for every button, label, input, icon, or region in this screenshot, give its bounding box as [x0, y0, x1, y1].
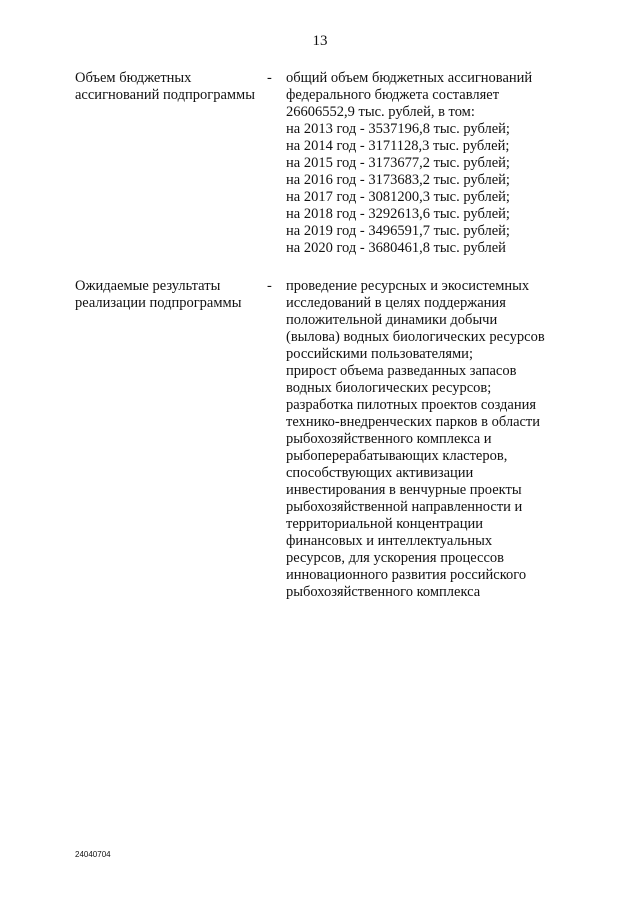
document-code: 24040704 — [75, 850, 111, 859]
content-line: на 2015 год - 3173677,2 тыс. рублей; — [286, 155, 510, 171]
content-line: на 2020 год - 3680461,8 тыс. рублей — [286, 240, 506, 256]
content-line: проведение ресурсных и экосистемных — [286, 278, 530, 294]
content-line: федерального бюджета составляет — [286, 87, 500, 103]
page-number: 13 — [312, 33, 328, 49]
dash-separator: - — [267, 278, 272, 294]
content-line: территориальной концентрации — [286, 516, 483, 532]
content-line: российскими пользователями; — [286, 346, 473, 362]
budget-label — [75, 70, 265, 104]
content-line: прирост объема разведанных запасов — [286, 363, 517, 379]
label-line: Ожидаемые результаты — [75, 278, 221, 294]
content-line: исследований в целях поддержания — [286, 295, 506, 311]
content-line: рыбоперерабатывающих кластеров, — [286, 448, 508, 464]
content-line: рыбохозяйственного комплекса и — [286, 431, 492, 447]
content-line: рыбохозяйственной направленности и — [286, 499, 523, 515]
content-line: на 2017 год - 3081200,3 тыс. рублей; — [286, 189, 510, 205]
label-line: Объем бюджетных — [75, 70, 192, 86]
content-line: разработка пилотных проектов создания — [286, 397, 537, 413]
content-line: положительной динамики добычи — [286, 312, 498, 328]
label-line: ассигнований подпрограммы — [75, 87, 255, 103]
content-line: на 2018 год - 3292613,6 тыс. рублей; — [286, 206, 510, 222]
budget-content — [286, 70, 586, 257]
content-line: инновационного развития российского — [286, 567, 527, 583]
content-line: способствующих активизации — [286, 465, 474, 481]
content-line: 26606552,9 тыс. рублей, в том: — [286, 104, 475, 120]
results-label — [75, 278, 265, 312]
content-line: ресурсов, для ускорения процессов — [286, 550, 505, 566]
content-line: на 2014 год - 3171128,3 тыс. рублей; — [286, 138, 510, 154]
dash-separator: - — [267, 70, 272, 86]
content-line: (вылова) водных биологических ресурсов — [286, 329, 545, 345]
content-line: водных биологических ресурсов; — [286, 380, 492, 396]
results-content — [286, 278, 586, 601]
content-line: на 2013 год - 3537196,8 тыс. рублей; — [286, 121, 510, 137]
content-line: финансовых и интеллектуальных — [286, 533, 493, 549]
label-line: реализации подпрограммы — [75, 295, 242, 311]
content-line: на 2016 год - 3173683,2 тыс. рублей; — [286, 172, 510, 188]
content-line: инвестирования в венчурные проекты — [286, 482, 522, 498]
content-line: общий объем бюджетных ассигнований — [286, 70, 533, 86]
content-line: технико-внедренческих парков в области — [286, 414, 541, 430]
content-line: рыбохозяйственного комплекса — [286, 584, 481, 600]
content-line: на 2019 год - 3496591,7 тыс. рублей; — [286, 223, 510, 239]
